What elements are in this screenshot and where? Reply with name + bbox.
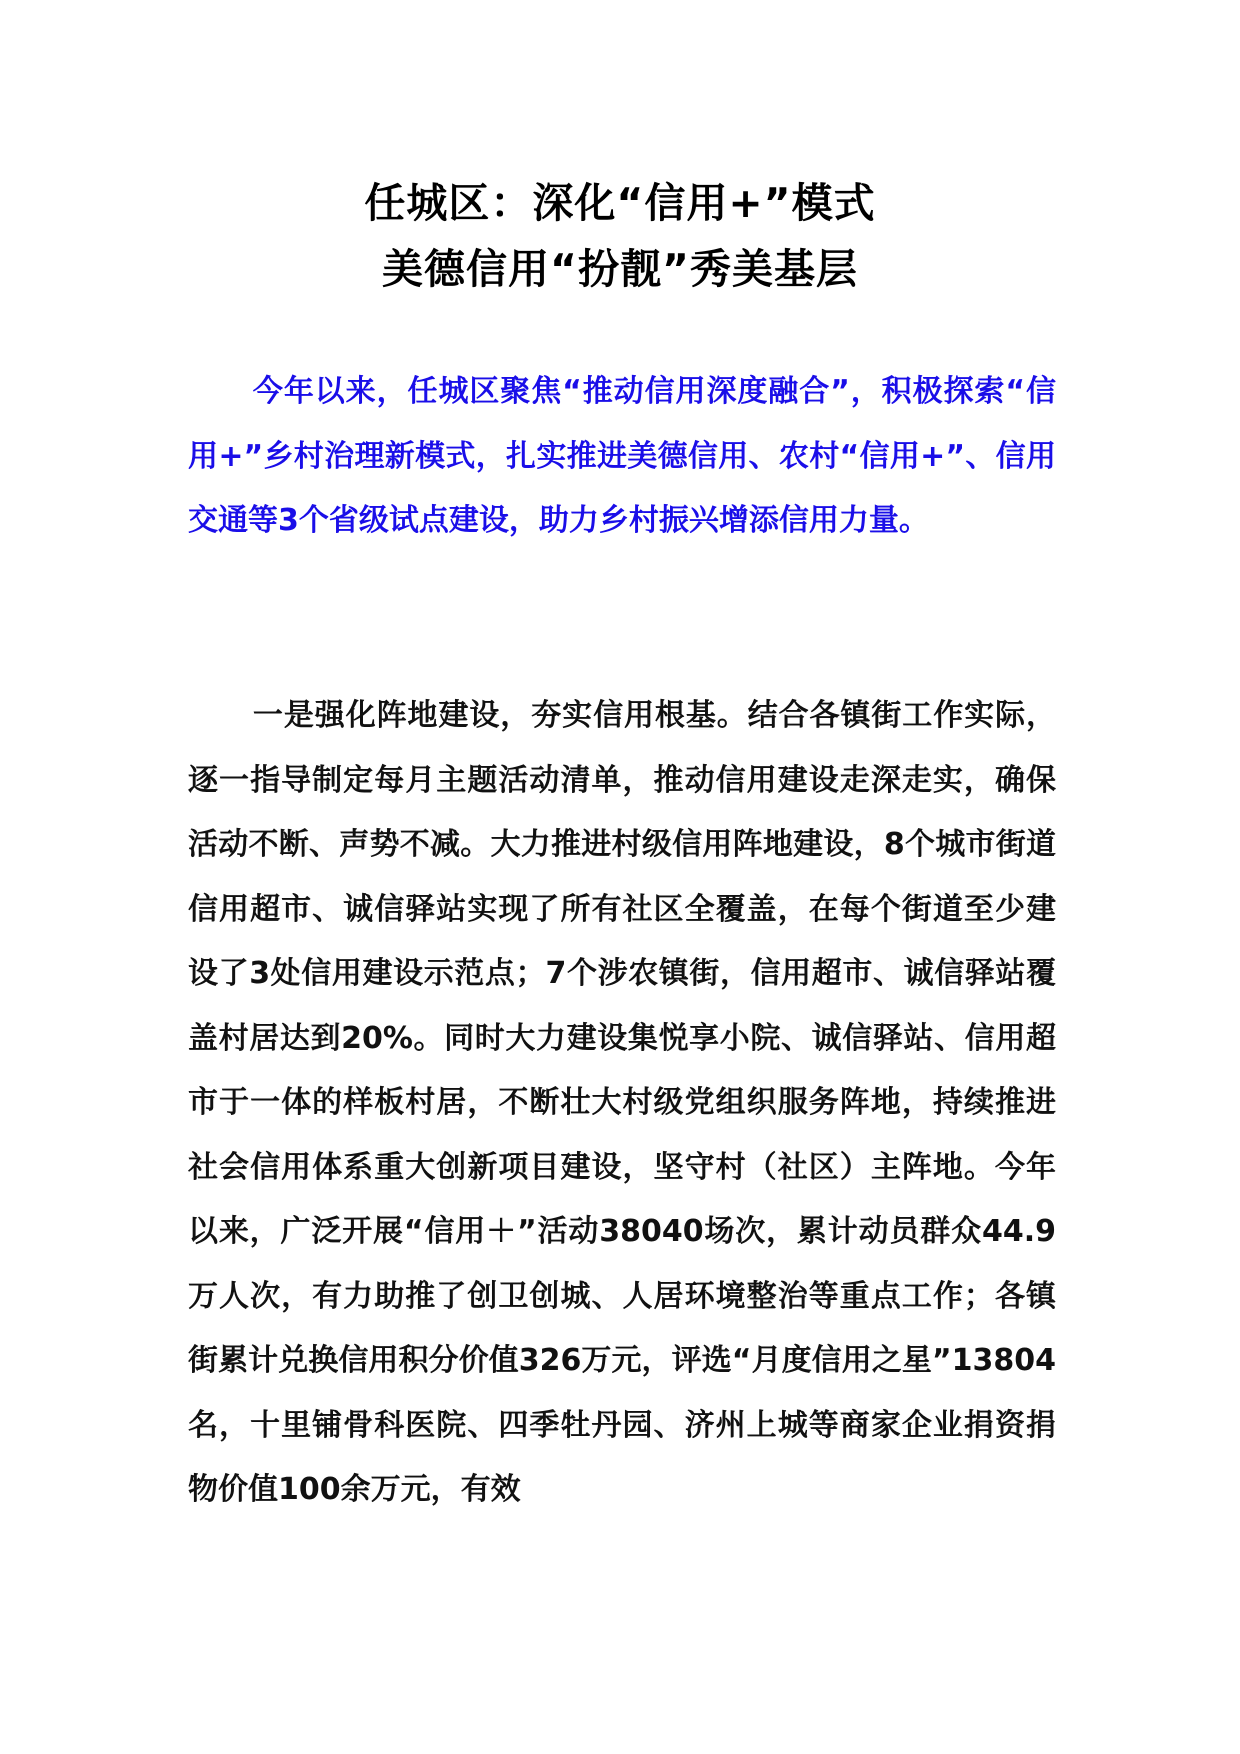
title-line-1: 任城区：深化“信用+”模式 bbox=[364, 179, 876, 227]
document-title bbox=[0, 170, 1240, 302]
body-paragraph bbox=[188, 684, 1056, 1523]
body-paragraph-text: 一是强化阵地建设，夯实信用根基。结合各镇街工作实际，逐一指导制定每月主题活动清单，推动信用建设走深走实，确保活动不断、声势不减。大力推进村级信用阵地建设，8个城市街道信用超市、诚信驿站实现了所有社区全覆盖，在每个街道至少建设了3处信用建设示范点；7个涉农镇街，信用超市、诚信驿站覆盖村居达到20%。同时大力建设集悦享小院、诚信驿站、信用超市于一体的样板村居，不断壮大村级党组织服务阵地，持续推进社会信用体系重大创新项目建设，坚守村（社区）主阵地。今年以来，广泛开展“信用＋”活动38040场次，累计动员群众44.9万人次，有力助推了创卫创城、人居环境整治等重点工作；各镇街累计兑换信用积分价值326万元，评选“月度信用之星”13804名，十里铺骨科医院、四季牡丹园、济州上城等商家企业捐资捐物价值100余万元，有效 bbox=[188, 698, 1056, 1507]
title-line-2: 美德信用“扮靓”秀美基层 bbox=[382, 245, 858, 293]
intro-paragraph-text: 今年以来，任城区聚焦“推动信用深度融合”，积极探索“信用+”乡村治理新模式，扎实推进美德信用、农村“信用+”、信用交通等3个省级试点建设，助力乡村振兴增添信用力量。 bbox=[188, 374, 1056, 538]
intro-paragraph bbox=[188, 360, 1056, 554]
